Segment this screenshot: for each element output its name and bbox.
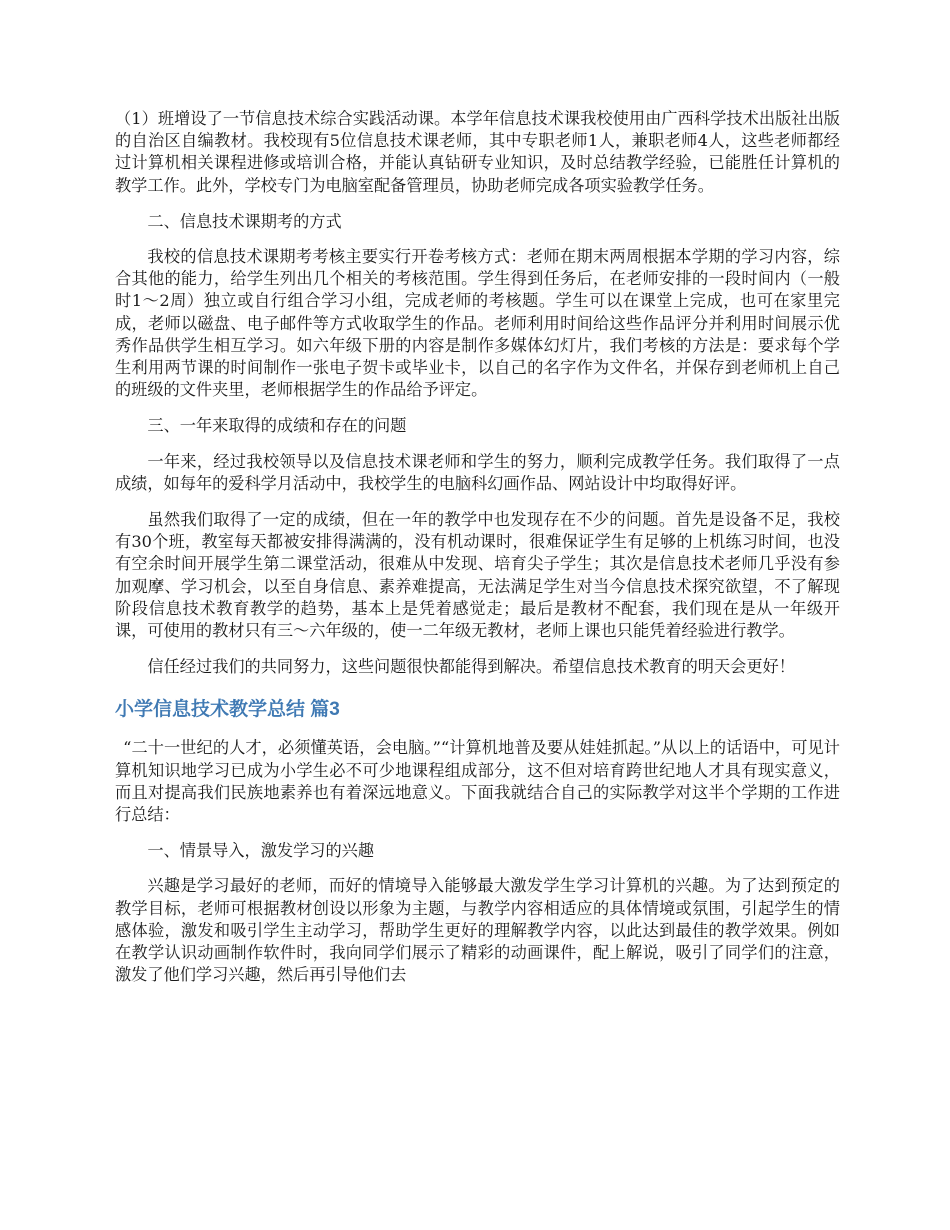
document-page: [115, 108, 840, 987]
section-title: 小学信息技术教学总结 篇3: [115, 699, 340, 721]
paragraph-problems: 虽然我们取得了一定的成绩，但在一年的教学中也发现存在不少的问题。首先是设备不足，我校有30个班，教室每天都被安排得满满的，没有机动课时，很难保证学生有足够的上机练习时间，也没有空余时间开展学生第二课堂活动，很难从中发现、培育尖子学生；其次是信息技术老师几乎没有参加观摩、学习机会，以至自身信息、素养难提高，无法满足学生对当今信息技术探究欲望，不了解现阶段信息技术教育教学的趋势，基本上是凭着感觉走；最后是教材不配套，我们现在是从一年级开课，可使用的教材只有三～六年级的，使一二年级无教材，老师上课也只能凭着经验进行教学。: [115, 510, 840, 641]
heading-exam-method: 二、信息技术课期考的方式: [147, 211, 342, 231]
paragraph-scenario-intro: 兴趣是学习最好的老师，而好的情境导入能够最大激发学生学习计算机的兴趣。为了达到预定的教学目标，老师可根据教材创设以形象为主题，与教学内容相适应的具体情境或氛围，引起学生的情感体验，激发和吸引学生主动学习，帮助学生更好的理解教学内容，以此达到最佳的教学效果。例如在教学认识动画制作软件时，我向同学们展示了精彩的动画课件，配上解说，吸引了同学们的注意，激发了他们学习兴趣，然后再引导他们去: [115, 876, 840, 985]
paragraph-achievements: 一年来，经过我校领导以及信息技术课老师和学生的努力，顺利完成教学任务。我们取得了一点成绩，如每年的爱科学月活动中，我校学生的电脑科幻画作品、网站设计中均取得好评。: [115, 451, 840, 493]
heading-scenario-intro: 一、情景导入，激发学习的兴趣: [147, 841, 375, 861]
paragraph-intro: （1）班增设了一节信息技术综合实践活动课。本学年信息技术课我校使用由广西科学技术出版社出版的自治区自编教材。我校现有5位信息技术课老师，其中专职老师1人，兼职老师4人，这些老师都经过计算机相关课程进修或培训合格，并能认真钻研专业知识，及时总结教学经验，已能胜任计算机的教学工作。此外，学校专门为电脑室配备管理员，协助老师完成各项实验教学任务。: [115, 109, 840, 195]
heading-achievements: 三、一年来取得的成绩和存在的问题: [147, 416, 407, 436]
paragraph-section3-intro: “二十一世纪的人才，必须懂英语，会电脑。”“计算机地普及要从娃娃抓起。”从以上的话语中，可见计算机知识地学习已成为小学生必不可少地课程组成部分，这不但对培育跨世纪地人才具有现实意义，而且对提高我们民族地素养也有着深远地意义。下面我就结合自己的实际教学对这半个学期的工作进行总结：: [115, 738, 840, 825]
paragraph-conclusion: 信任经过我们的共同努力，这些问题很快都能得到解决。希望信息技术教育的明天会更好！: [147, 657, 795, 677]
paragraph-exam-method: 我校的信息技术课期考考核主要实行开卷考核方式：老师在期末两周根据本学期的学习内容，综合其他的能力，给学生列出几个相关的考核范围。学生得到任务后，在老师安排的一段时间内（一般时1～2周）独立或自行组合学习小组，完成老师的考核题。学生可以在课堂上完成，也可在家里完成，老师以磁盘、电子邮件等方式收取学生的作品。老师利用时间给这些作品评分并利用时间展示优秀作品供学生相互学习。如六年级下册的内容是制作多媒体幻灯片，我们考核的方法是：要求每个学生利用两节课的时间制作一张电子贺卡或毕业卡，以自己的名字作为文件名，并保存到老师机上自己的班级的文件夹里，老师根据学生的作品给予评定。: [115, 247, 840, 400]
